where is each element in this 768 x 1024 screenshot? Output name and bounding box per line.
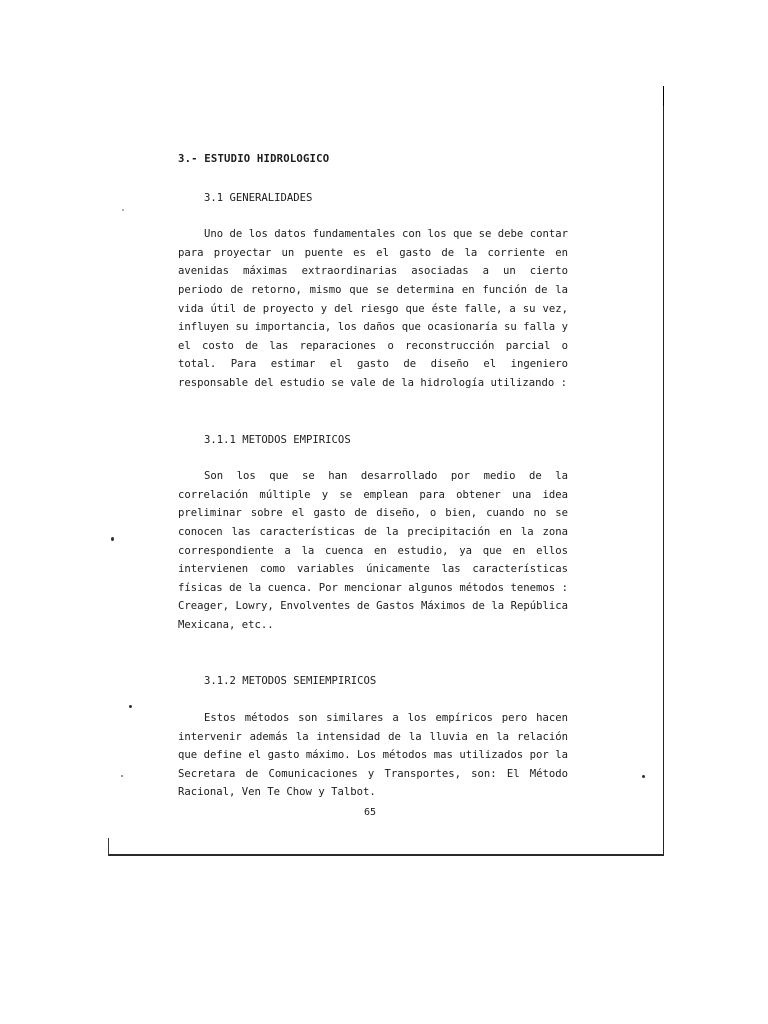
section-heading-metodos-semiempiricos: 3.1.2 METODOS SEMIEMPIRICOS (204, 675, 377, 688)
scan-speck (111, 537, 114, 541)
scan-edge-bottom (108, 854, 664, 856)
section-heading-metodos-empiricos: 3.1.1 METODOS EMPIRICOS (204, 433, 351, 446)
scan-edge-left (108, 838, 109, 856)
scan-speck (122, 209, 124, 211)
section-heading-generalidades: 3.1 GENERALIDADES (204, 191, 313, 204)
document-body (178, 150, 568, 802)
scan-speck (121, 775, 123, 777)
chapter-title: 3.- ESTUDIO HIDROLOGICO (178, 153, 330, 165)
scan-edge-right (663, 88, 664, 856)
paragraph-generalidades: Uno de los datos fundamentales con los que se debe contar para proyectar un puente es el gasto de la corriente en avenidas máximas extraordinarias asociadas a un cierto periodo de retorno, mismo que se determina en función de la vida útil de proyecto y del riesgo que éste falle, a su vez, influyen su importancia, los daños que ocasionaría su falla y el costo de las reparaciones o reconstrucción parcial o total. Para estimar el gasto de diseño el ingeniero responsable del estudio se vale de la hidrología utilizando : (178, 228, 568, 389)
scan-speck (129, 705, 132, 708)
page-number: 65 (364, 807, 377, 818)
paragraph-metodos-empiricos: Son los que se han desarrollado por medio de la correlación múltiple y se emplean para obtener una idea preliminar sobre el gasto de diseño, o bien, cuando no se conocen las características de la precipitación en la zona correspondiente a la cuenca en estudio, ya que en ellos intervienen como variables únicamente las características físicas de la cuenca. Por mencionar algunos métodos tenemos : Creager, Lowry, Envolventes de Gastos Máximos de la República Mexicana, etc.. (178, 470, 568, 631)
scan-edge-right-mark (663, 86, 664, 106)
scan-speck (642, 775, 645, 778)
paragraph-metodos-semiempiricos: Estos métodos son similares a los empíricos pero hacen intervenir además la intensidad de la lluvia en la relación que define el gasto máximo. Los métodos mas utilizados por la Secretara de Comunicaciones y Transportes, son: El Método Racional, Ven Te Chow y Talbot. (178, 712, 568, 799)
